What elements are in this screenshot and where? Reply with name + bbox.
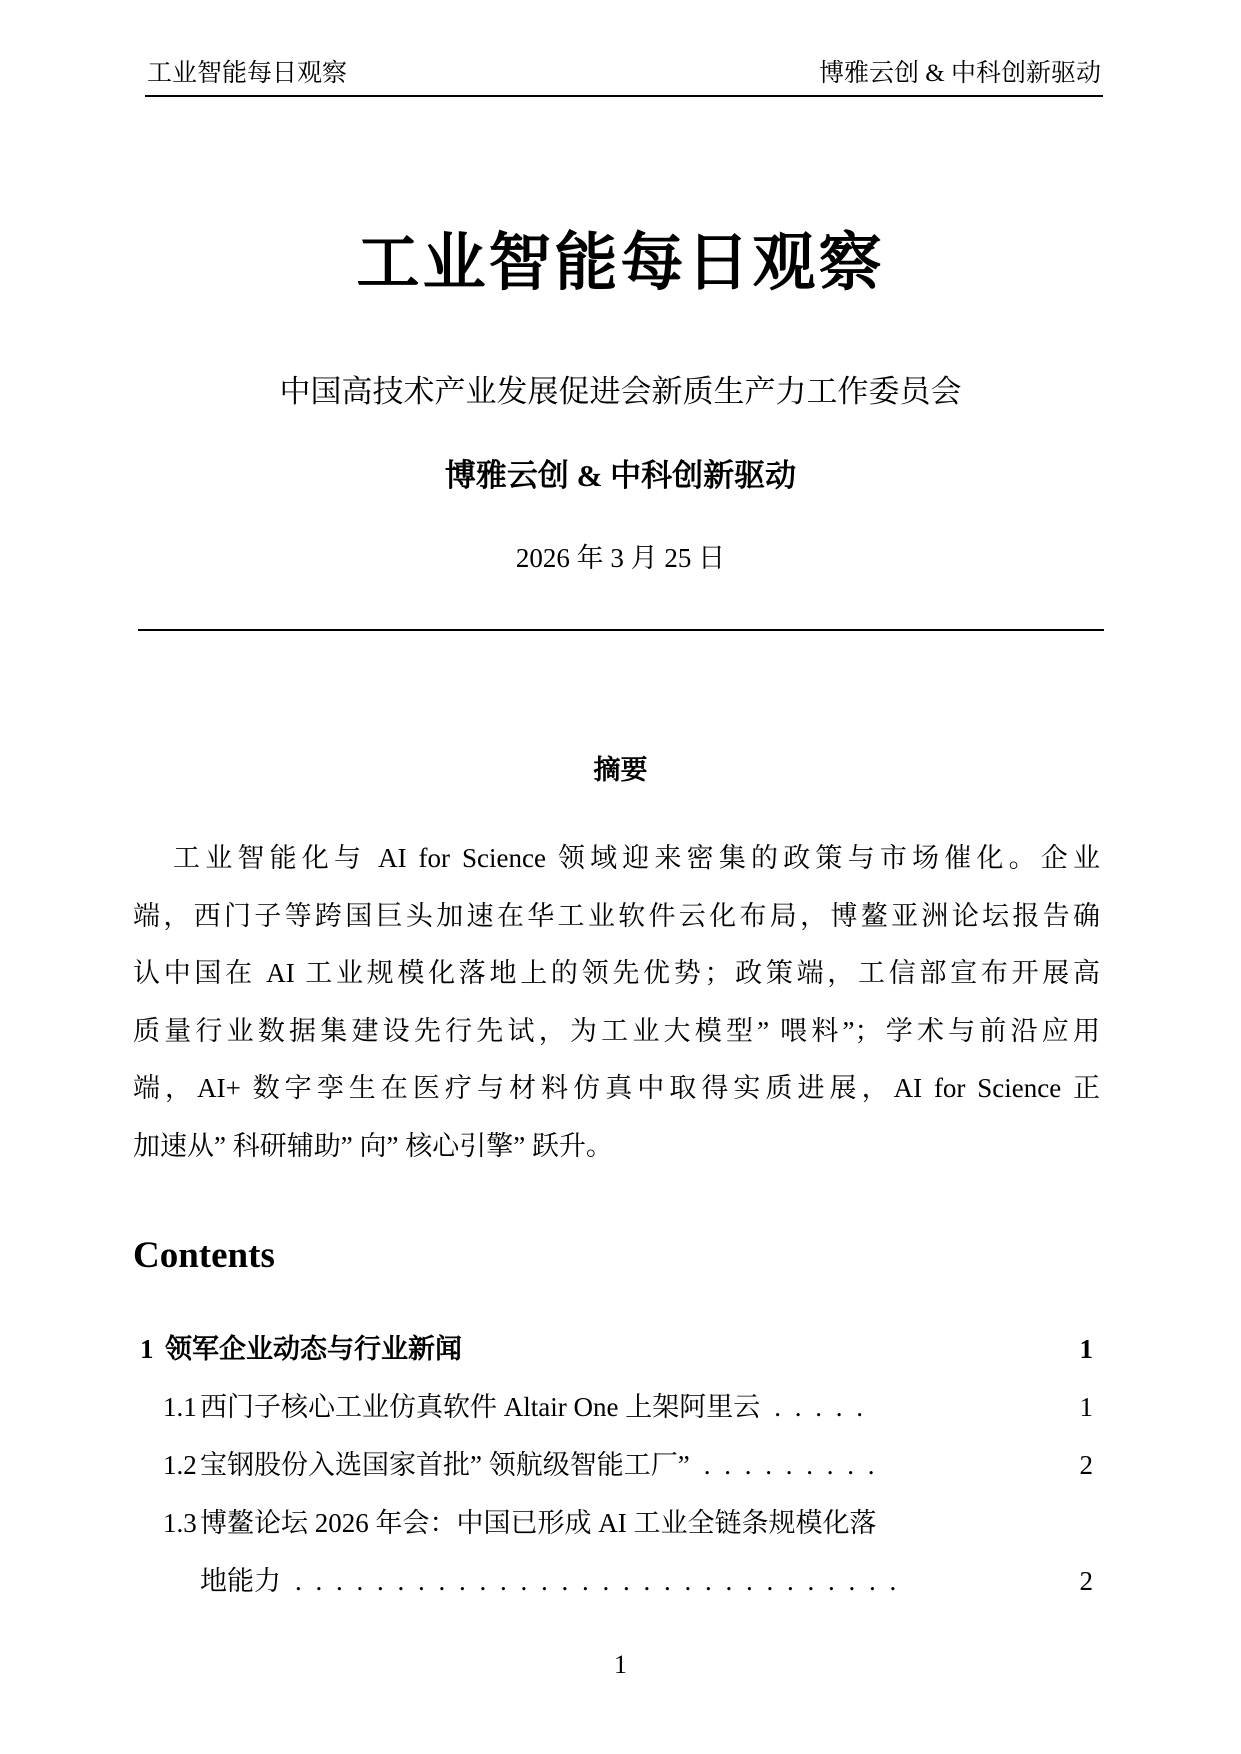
header-right-org: 博雅云创 & 中科创新驱动 [819,60,1101,87]
toc-subsection-number: 1.1 [163,1392,197,1422]
document-title: 工业智能每日观察 [356,228,885,298]
toc-subsection-title: 西门子核心工业仿真软件 Altair One 上架阿里云 [200,1392,761,1422]
toc-subsection-page: 2 [1079,1566,1093,1596]
toc-subsection-page: 2 [1079,1450,1093,1480]
toc-entry-section-1 [140,1320,1093,1378]
document-date: 2026 年 3 月 25 日 [515,543,726,573]
header-left-title: 工业智能每日观察 [147,60,348,87]
table-of-contents [140,1320,1093,1610]
toc-section-title: 领军企业动态与行业新闻 [165,1334,462,1364]
toc-dot-leader: . . . . . [774,1392,863,1422]
toc-dot-leader: . . . . . . . . . [703,1450,875,1480]
toc-entry-1-1 [140,1378,1093,1436]
abstract-paragraph [133,830,1100,1175]
toc-section-page: 1 [1079,1334,1093,1364]
document-subtitle: 中国高技术产业发展促进会新质生产力工作委员会 [279,374,962,409]
contents-heading: Contents [133,1235,275,1276]
abstract-line: 端，西门子等跨国巨头加速在华工业软件云化布局，博鳌亚洲论坛报告确 [133,900,1100,931]
abstract-line: 认中国在 AI 工业规模化落地上的领先优势；政策端，工信部宣布开展高 [133,958,1100,988]
abstract-line: 工业智能化与 AI for Science 领域迎来密集的政策与市场催化。企业 [173,843,1100,873]
title-separator-rule [138,629,1104,631]
toc-subsection-number: 1.3 [163,1508,197,1538]
toc-subsection-page: 1 [1079,1392,1093,1422]
abstract-line: 端，AI+ 数字孪生在医疗与材料仿真中取得实质进展，AI for Science 正 [133,1073,1100,1103]
toc-dot-leader: . . . . . . . . . . . . . . . . . . . . . . . . . . . . . . [295,1566,897,1596]
abstract-heading: 摘要 [593,755,648,785]
toc-section-number: 1 [140,1334,154,1364]
toc-entry-1-3-line2 [140,1552,1093,1610]
toc-entry-1-3-line1 [140,1494,1093,1552]
document-authors: 博雅云创 & 中科创新驱动 [444,458,797,493]
toc-subsection-number: 1.2 [163,1450,197,1480]
header-rule [145,95,1103,97]
abstract-line: 质量行业数据集建设先行先试，为工业大模型” 喂料”；学术与前沿应用 [133,1015,1100,1046]
abstract-line: 加速从” 科研辅助” 向” 核心引擎” 跃升。 [133,1130,613,1161]
page-number: 1 [614,1650,627,1679]
toc-subsection-title: 宝钢股份入选国家首批” 领航级智能工厂” [200,1450,690,1480]
toc-subsection-title-continuation: 地能力 [200,1566,281,1596]
toc-entry-1-2 [140,1436,1093,1494]
running-header [147,58,1101,90]
toc-subsection-title: 博鳌论坛 2026 年会：中国已形成 AI 工业全链条规模化落 [200,1508,877,1538]
